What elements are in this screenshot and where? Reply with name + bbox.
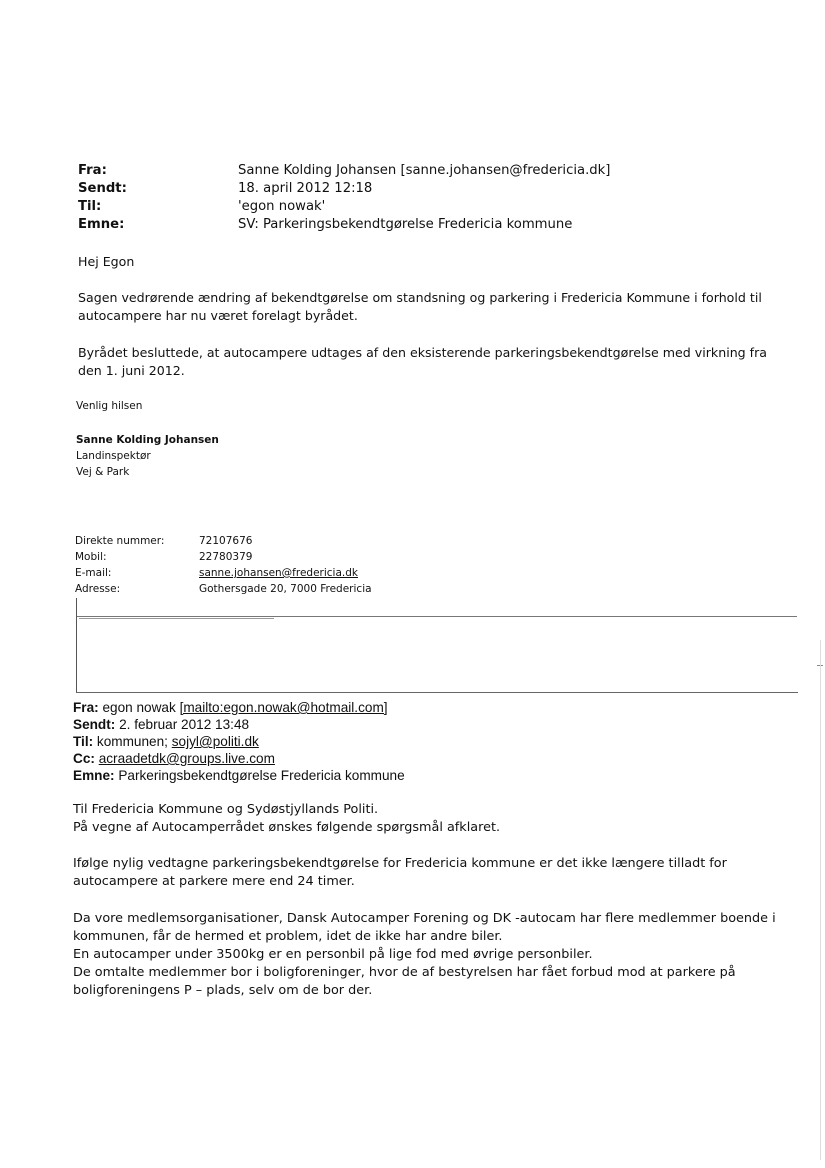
mobile-value: 22780379 [199, 551, 253, 563]
subject-value: SV: Parkeringsbekendtgørelse Fredericia kommune [238, 217, 573, 232]
separator-line-short [79, 618, 274, 619]
body-line: Da vore medlemsorganisationer, Dansk Autocamper Forening og DK -autocam har flere medlemmer boende i [73, 911, 776, 926]
body-line: Til Fredericia Kommune og Sydøstjyllands Politi. [73, 802, 379, 817]
body-line: På vegne af Autocamperrådet ønskes følgende spørgsmål afklaret. [73, 820, 501, 835]
orig-sent-value: 2. februar 2012 13:48 [119, 717, 250, 732]
orig-from-mailto-link[interactable]: [mailto:egon.nowak@hotmail.com] [179, 700, 388, 715]
orig-cc-link[interactable]: acraadetdk@groups.live.com [98, 751, 275, 766]
paragraph-line: autocampere har nu været forelagt byrådet. [78, 308, 358, 323]
separator-line [76, 692, 798, 693]
separator-line [77, 616, 797, 617]
orig-subject-value: Parkeringsbekendtgørelse Fredericia kommune [118, 768, 405, 783]
body-line: De omtalte medlemmer bor i boligforeninger, hvor de af bestyrelsen har fået forbud mod at parkere på [73, 965, 736, 980]
to-label: Til: [78, 199, 102, 214]
body-line: kommunen, får de hermed et problem, idet de ikke har andre biler. [73, 929, 503, 944]
body-line: En autocamper under 3500kg er en personbil på lige fod med øvrige personbiler. [73, 947, 593, 962]
paragraph-line: den 1. juni 2012. [78, 363, 185, 378]
from-value: Sanne Kolding Johansen [sanne.johansen@fredericia.dk] [238, 163, 611, 178]
signature-name: Sanne Kolding Johansen [76, 434, 219, 446]
body-line: Ifølge nylig vedtagne parkeringsbekendtgørelse for Fredericia kommune er det ikke længere tilladt for [73, 856, 727, 871]
body-line: autocampere at parkere mere end 24 timer. [73, 874, 355, 889]
address-label: Adresse: [75, 583, 121, 595]
email-label: E-mail: [75, 567, 112, 579]
email-link[interactable]: sanne.johansen@fredericia.dk [199, 567, 358, 579]
address-value: Gothersgade 20, 7000 Fredericia [199, 583, 372, 595]
orig-subject-line [73, 767, 405, 785]
orig-from-label: Fra: [73, 700, 99, 715]
sent-value: 18. april 2012 12:18 [238, 181, 373, 196]
closing: Venlig hilsen [76, 400, 143, 412]
from-label: Fra: [78, 163, 107, 178]
signature-title: Landinspektør [76, 450, 151, 462]
orig-cc-label: Cc: [73, 751, 95, 766]
orig-cc-line [73, 750, 275, 768]
orig-sent-label: Sendt: [73, 717, 116, 732]
direct-value: 72107676 [199, 535, 253, 547]
sent-label: Sendt: [78, 181, 127, 196]
subject-label: Emne: [78, 217, 125, 232]
mobile-label: Mobil: [75, 551, 107, 563]
orig-to-value: kommunen; [96, 734, 172, 749]
paragraph-line: Sagen vedrørende ændring af bekendtgørelse om standsning og parkering i Fredericia Kommune i forhold til [78, 290, 762, 305]
orig-sent-line [73, 716, 249, 734]
orig-from-line [73, 699, 388, 717]
orig-subject-label: Emne: [73, 768, 115, 783]
body-line: boligforeningens P – plads, selv om de bor der. [73, 983, 373, 998]
scan-edge [820, 640, 821, 1160]
separator-frame-left [76, 598, 77, 692]
orig-from-value: egon nowak [102, 700, 180, 715]
greeting: Hej Egon [78, 254, 135, 269]
orig-to-line [73, 733, 259, 751]
to-value: 'egon nowak' [238, 199, 326, 214]
paragraph-line: Byrådet besluttede, at autocampere udtages af den eksisterende parkeringsbekendtgørelse med virkning fra [78, 345, 768, 360]
signature-department: Vej & Park [76, 466, 130, 478]
orig-to-label: Til: [73, 734, 94, 749]
direct-label: Direkte nummer: [75, 535, 165, 547]
orig-to-link[interactable]: sojyl@politi.dk [171, 734, 259, 749]
